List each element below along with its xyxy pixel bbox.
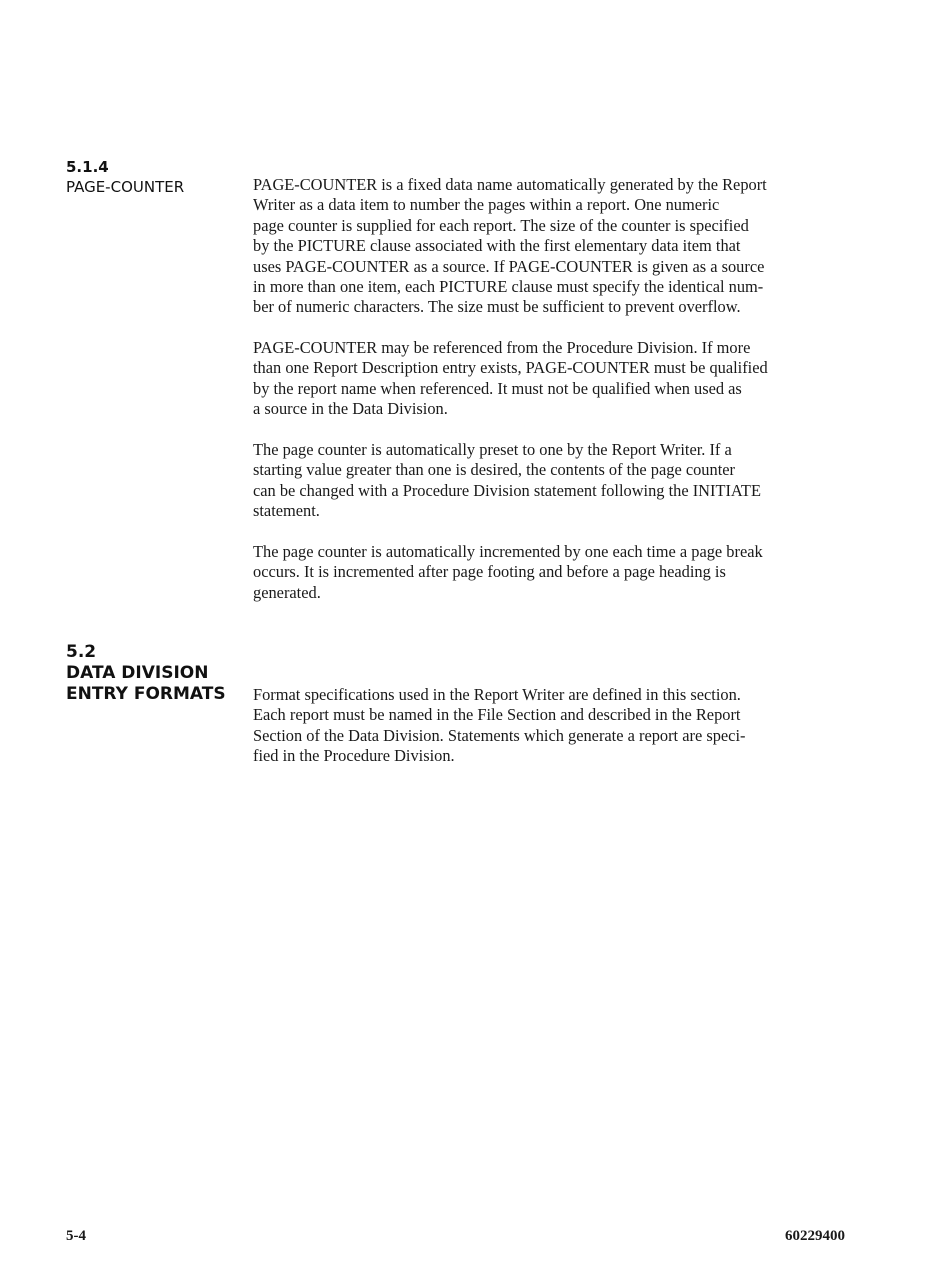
section-title-line: ENTRY FORMATS — [66, 684, 226, 704]
text-line: statement. — [253, 501, 320, 521]
section-heading-5-1-4 — [66, 157, 184, 197]
text-line: ber of numeric characters. The size must be sufficient to prevent overflow. — [253, 297, 741, 317]
text-line: by the PICTURE clause associated with the first elementary data item that — [253, 236, 741, 256]
text-line: PAGE-COUNTER is a fixed data name automatically generated by the Report — [253, 175, 767, 194]
paragraph-page-counter-preset — [253, 440, 883, 522]
text-line: in more than one item, each PICTURE clause must specify the identical num- — [253, 277, 764, 297]
text-line: starting value greater than one is desired, the contents of the page counter — [253, 460, 735, 480]
document-number: 60229400 — [785, 1228, 845, 1244]
section-heading-5-2 — [66, 642, 226, 705]
text-line: Section of the Data Division. Statements which generate a report are speci- — [253, 725, 746, 745]
text-line: by the report name when referenced. It must not be qualified when used as — [253, 378, 742, 398]
section-title: PAGE-COUNTER — [66, 178, 185, 196]
paragraph-page-counter-reference — [253, 338, 883, 420]
text-line: can be changed with a Procedure Division statement following the INITIATE — [253, 480, 761, 500]
section-number: 5.1.4 — [66, 158, 109, 176]
paragraph-entry-formats — [253, 685, 883, 767]
text-line: generated. — [253, 582, 321, 602]
section-title-line: DATA DIVISION — [66, 663, 209, 683]
text-line: a source in the Data Division. — [253, 399, 448, 419]
text-line: occurs. It is incremented after page footing and before a page heading is — [253, 562, 726, 582]
paragraph-page-counter-increment — [253, 542, 883, 603]
section-number: 5.2 — [66, 642, 97, 662]
text-line: Writer as a data item to number the pages within a report. One numeric — [253, 195, 720, 215]
page-number: 5-4 — [66, 1228, 86, 1244]
text-line: Format specifications used in the Report Writer are defined in this section. — [253, 685, 741, 704]
text-line: The page counter is automatically incremented by one each time a page break — [253, 542, 763, 561]
paragraph-page-counter-definition — [253, 175, 883, 318]
text-line: uses PAGE-COUNTER as a source. If PAGE-COUNTER is given as a source — [253, 256, 765, 276]
text-line: Each report must be named in the File Section and described in the Report — [253, 705, 741, 725]
text-line: PAGE-COUNTER may be referenced from the Procedure Division. If more — [253, 338, 751, 357]
text-line: The page counter is automatically preset to one by the Report Writer. If a — [253, 440, 732, 459]
text-line: page counter is supplied for each report. The size of the counter is specified — [253, 215, 749, 235]
text-line: than one Report Description entry exists, PAGE-COUNTER must be qualified — [253, 358, 768, 378]
text-line: fied in the Procedure Division. — [253, 746, 455, 766]
